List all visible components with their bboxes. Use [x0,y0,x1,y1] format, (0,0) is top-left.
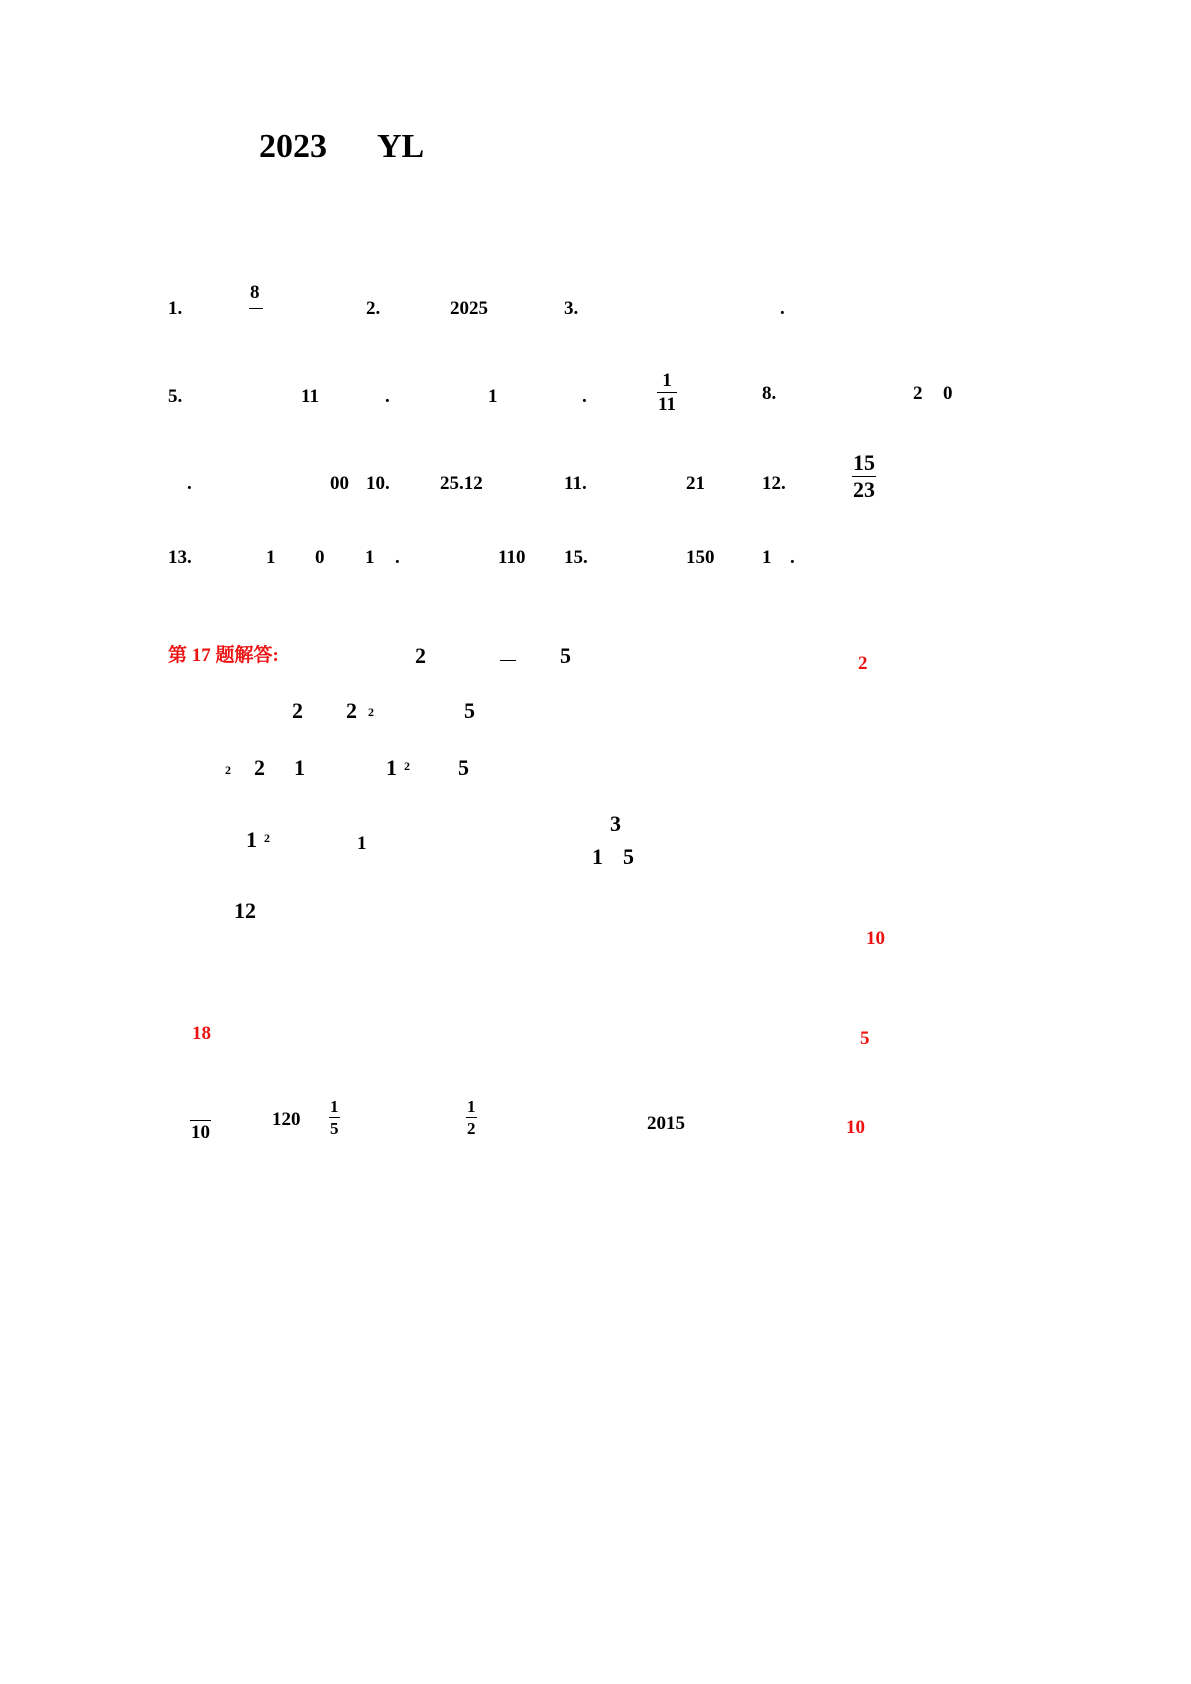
q17-l3-value-d: 5 [458,755,469,780]
q13-number: 13. [168,547,192,568]
q17-l4-value-a: 1 [246,827,257,852]
q17-l2-value-b: 2 [346,698,357,723]
q12-number: 12. [762,473,786,494]
q17-l1-value-b: 5 [560,643,571,668]
q17-l3-value-b: 1 [294,755,305,780]
q17-l4-value-c: 3 [610,811,621,836]
q3-number: 3. [564,298,579,319]
title-code: YL [377,128,425,165]
q7-fraction [657,371,677,414]
q8-value-b: 0 [943,383,953,404]
q11-number: 11. [564,473,587,494]
q17-l1-score: 2 [858,653,868,674]
q17-l1-value-a: 2 [415,643,426,668]
q18-l1-fraction-b [466,1098,477,1137]
q18-label: 18 [192,1023,211,1044]
q7-fraction-numerator: 1 [662,370,672,391]
q1-fraction-numerator: 8 [250,282,260,303]
q2-answer: 2025 [450,298,488,319]
q18-score: 5 [860,1028,870,1049]
q6-dot: . [385,386,390,407]
q15-number: 15. [564,547,588,568]
q17-l1-minus [500,660,516,661]
q10-answer: 25.12 [440,473,483,494]
q1-number: 1. [168,298,183,319]
q7-dot: . [582,386,587,407]
q13-value-b: 0 [315,547,325,568]
q12-fraction [852,452,876,501]
q10-number: 10. [366,473,390,494]
q17-l2-value-a: 2 [292,698,303,723]
q17-l3-value-c: 1 [386,755,397,780]
q9-dot: . [187,473,192,494]
q18-l1-fraction-b-numerator: 1 [467,1097,476,1116]
q1-fraction-bar [249,308,263,309]
q5-answer: 11 [301,386,319,407]
q17-l3-exponent: 2 [225,763,231,777]
q18-l1-value-2015: 2015 [647,1113,685,1134]
q9-answer: 00 [330,473,349,494]
q5-number: 5. [168,386,183,407]
q18-l1-fraction-a-numerator: 1 [330,1097,339,1116]
q17-l3-value-a: 2 [254,755,265,780]
q16-value: 1 [762,547,772,568]
q18-l1-fraction-b-denominator: 2 [467,1119,476,1138]
q18-l1-score: 10 [846,1117,865,1138]
q17-l4-value-b: 1 [357,833,367,854]
q14-answer: 110 [498,547,526,568]
q17-l5-score: 10 [866,928,885,949]
q17-label: 第 17 题解答: [168,645,279,666]
q6-answer: 1 [488,386,498,407]
q7-fraction-denominator: 11 [658,394,676,415]
q11-answer: 21 [686,473,705,494]
q12-fraction-numerator: 15 [853,450,875,475]
q18-l1-fraction-a [329,1098,340,1137]
q17-l5-value: 12 [234,898,256,923]
q17-l4-exponent: 2 [264,831,270,845]
q8-value-a: 2 [913,383,923,404]
q18-l1-fraction-10 [190,1099,211,1142]
q18-l1-value-120: 120 [272,1109,301,1130]
q18-l1-fraction-10-denominator: 10 [191,1122,210,1143]
q17-l2-value-c: 5 [464,698,475,723]
q12-fraction-denominator: 23 [853,477,875,502]
q18-l1-fraction-a-denominator: 5 [330,1119,339,1138]
q3-dot: . [780,298,785,319]
q2-number: 2. [366,298,381,319]
q13-value-a: 1 [266,547,276,568]
q17-l4-value-d: 1 [592,844,603,869]
q17-l3-exponent-b: 2 [404,759,410,773]
q15-answer: 150 [686,547,715,568]
q13-value-c: 1 [365,547,375,568]
q17-l2-exponent: 2 [368,705,374,719]
q8-number: 8. [762,383,777,404]
q17-l4-value-e: 5 [623,844,634,869]
q14-dot: . [395,547,400,568]
title-year: 2023 [259,128,327,165]
q16-dot: . [790,547,795,568]
